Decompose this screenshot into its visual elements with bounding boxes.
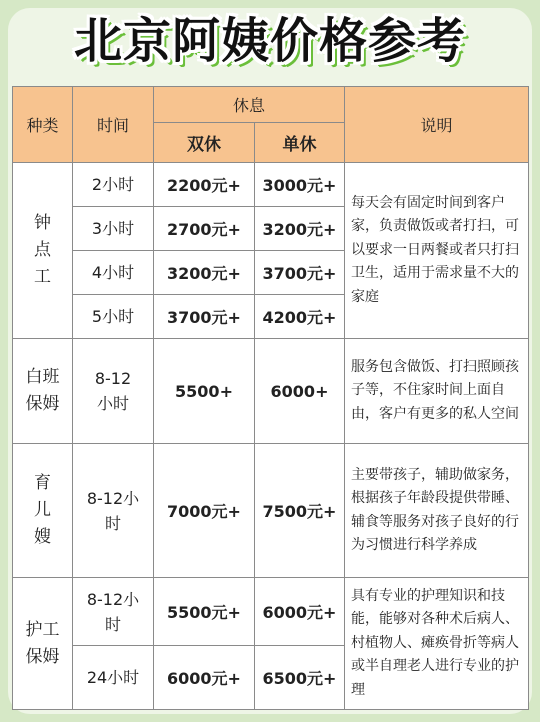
double-rest-price: 5500元+ <box>154 578 255 646</box>
note-cell: 服务包含做饭、打扫照顾孩子等，不住家时间上面自由，客户有更多的私人空间 <box>345 339 529 444</box>
note-cell: 具有专业的护理知识和技能，能够对各种术后病人、村植物人、瘫痪骨折等病人或半自理老人进行专业的护理 <box>345 578 529 710</box>
category-cell: 育 儿 嫂 <box>13 444 73 578</box>
time-cell: 8-12小 时 <box>73 444 154 578</box>
header-note: 说明 <box>345 87 529 163</box>
price-table <box>12 86 529 710</box>
double-rest-price: 5500+ <box>154 339 255 444</box>
header-rest: 休息 <box>154 87 345 123</box>
double-rest-price: 7000元+ <box>154 444 255 578</box>
double-rest-price: 2700元+ <box>154 207 255 251</box>
double-rest-price: 6000元+ <box>154 646 255 710</box>
single-rest-price: 7500元+ <box>255 444 345 578</box>
category-cell: 钟 点 工 <box>13 163 73 339</box>
note-cell: 主要带孩子，辅助做家务，根据孩子年龄段提供带睡、辅食等服务对孩子良好的行为习惯进行科学养成 <box>345 444 529 578</box>
single-rest-price: 3000元+ <box>255 163 345 207</box>
single-rest-price: 6000+ <box>255 339 345 444</box>
single-rest-price: 6500元+ <box>255 646 345 710</box>
table-row <box>13 339 529 444</box>
single-rest-price: 3700元+ <box>255 251 345 295</box>
header-category: 种类 <box>13 87 73 163</box>
time-cell: 24小时 <box>73 646 154 710</box>
time-cell: 8-12小 时 <box>73 578 154 646</box>
time-cell: 4小时 <box>73 251 154 295</box>
note-cell: 每天会有固定时间到客户家，负责做饭或者打扫，可以要求一日两餐或者只打扫卫生，适用于需求量不大的家庭 <box>345 163 529 339</box>
time-cell: 5小时 <box>73 295 154 339</box>
double-rest-price: 2200元+ <box>154 163 255 207</box>
category-cell: 护工 保姆 <box>13 578 73 710</box>
single-rest-price: 4200元+ <box>255 295 345 339</box>
table-row <box>13 578 529 646</box>
time-cell: 2小时 <box>73 163 154 207</box>
table-row <box>13 163 529 207</box>
single-rest-price: 6000元+ <box>255 578 345 646</box>
double-rest-price: 3700元+ <box>154 295 255 339</box>
category-cell: 白班 保姆 <box>13 339 73 444</box>
double-rest-price: 3200元+ <box>154 251 255 295</box>
header-single-rest: 单休 <box>255 123 345 163</box>
header-time: 时间 <box>73 87 154 163</box>
header-double-rest: 双休 <box>154 123 255 163</box>
single-rest-price: 3200元+ <box>255 207 345 251</box>
time-cell: 8-12 小时 <box>73 339 154 444</box>
time-cell: 3小时 <box>73 207 154 251</box>
table-row <box>13 444 529 578</box>
page-title: 北京阿姨价格参考 <box>73 13 466 69</box>
